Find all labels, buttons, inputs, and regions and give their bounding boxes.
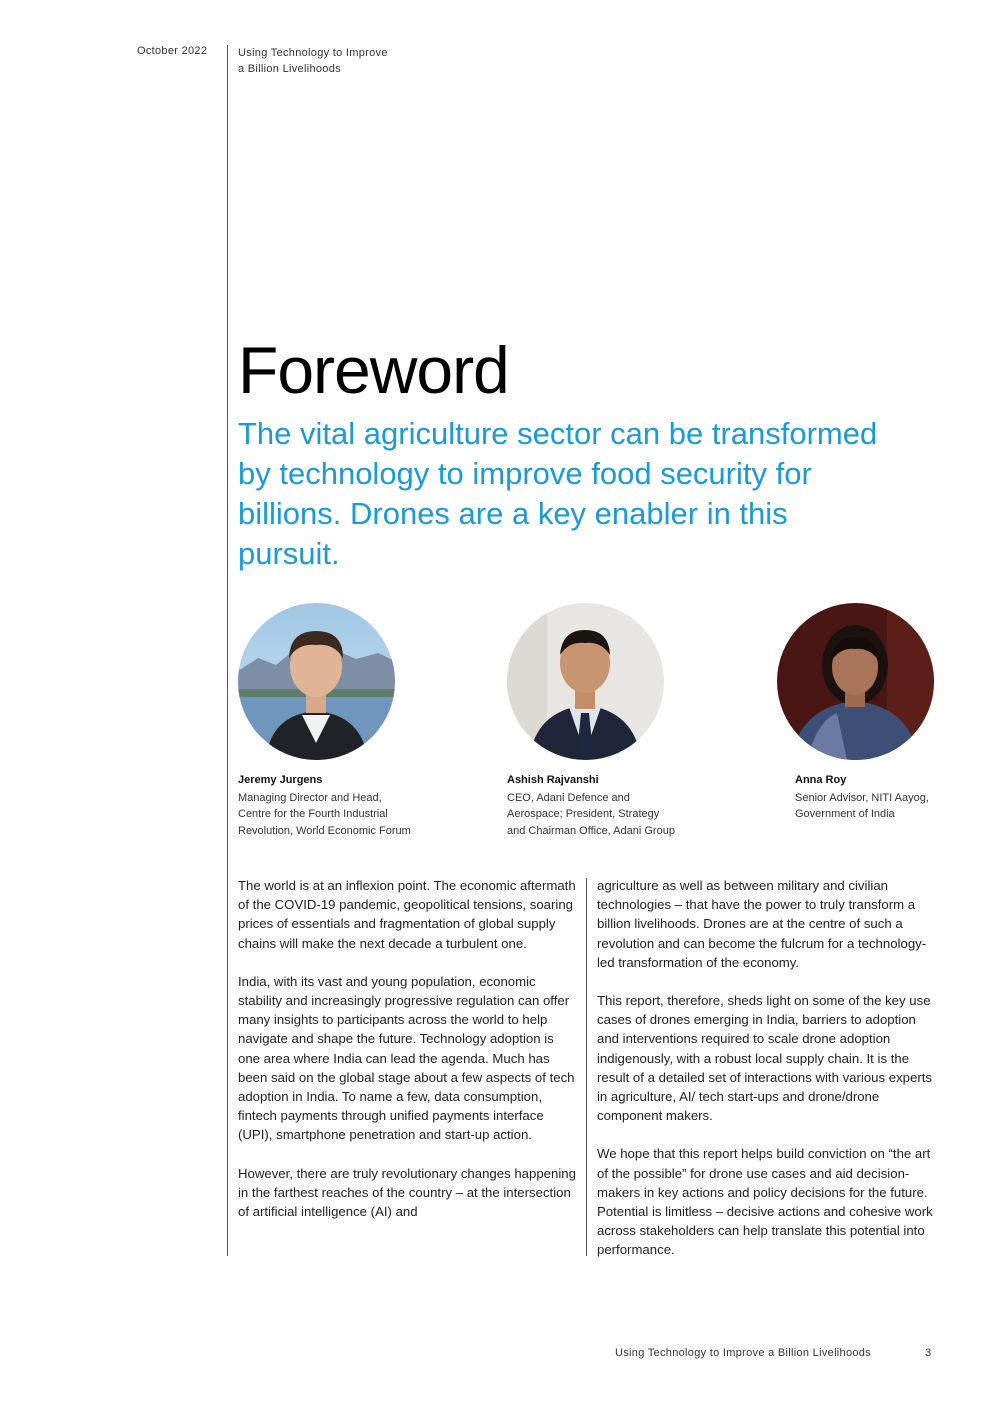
portrait-image-2: [507, 603, 664, 760]
body-paragraph: This report, therefore, sheds light on some of the key use cases of drones emerging in India, barriers to adoption and interventions required to scale drone adoption indigenously, with a robust local supply chain. It is the result of a detailed set of interactions with various experts in agriculture, AI/ tech start-ups and drone/drone component makers.: [597, 993, 932, 1124]
body-paragraph: agriculture as well as between military and civilian technologies – that have the power to truly transform a billion livelihoods. Drones are at the centre of such a revolution and can become the fulcrum for a technology-led transformation of the economy.: [597, 878, 927, 970]
page-title: Foreword: [238, 333, 509, 407]
body-paragraph: However, there are truly revolutionary changes happening in the farthest reaches of the country – at the intersection of artificial intelligence (AI) and: [238, 1165, 576, 1220]
header-report-title: [238, 45, 438, 77]
header-title-line2: a Billion Livelihoods: [238, 63, 341, 75]
footer-title: Using Technology to Improve a Billion Livelihoods: [615, 1347, 872, 1359]
page-number: 3: [925, 1347, 932, 1359]
portrait-image-1: [238, 603, 395, 760]
body-paragraph: India, with its vast and young population, economic stability and increasingly progressive regulation can offer many insights to participants across the world to help navigate and shape the future. Technology adoption is one area where India can lead the agenda. Much has been said on the global stage about a few aspects of tech adoption in India. To name a few, data consumption, fintech payments through unified payments interface (UPI), smartphone penetration and start-up action.: [238, 973, 575, 1143]
body-column-left: [238, 876, 578, 1240]
header-date: October 2022: [137, 45, 208, 57]
person-role-line: Managing Director and Head,: [238, 791, 382, 804]
body-paragraph: The world is at an inflexion point. The economic aftermath of the COVID-19 pandemic, geopolitical tensions, soaring prices of essentials and fragmentation of global supply chains will make the next decade a turbulent one.: [238, 878, 576, 951]
header-title-line1: Using Technology to Improve: [238, 47, 388, 59]
person-role-line: CEO, Adani Defence and: [507, 791, 630, 804]
person-role-line: Government of India: [795, 808, 895, 820]
column-divider: [586, 878, 587, 1256]
person-card-2: [507, 772, 675, 839]
body-paragraph: We hope that this report helps build conviction on “the art of the possible” for drone use cases and aid decision-makers in key actions and policy decisions for the future. Potential is limitless – decisive actions and cohesive work across stakeholders can help translate this potential into performance.: [597, 1146, 933, 1258]
person-role-line: Centre for the Fourth Industrial: [238, 808, 388, 820]
margin-rule-bottom: [227, 878, 228, 1256]
person-role-line: and Chairman Office, Adani Group: [507, 824, 675, 837]
person-role-line: Revolution, World Economic Forum: [238, 824, 411, 837]
portrait-photo-2: [507, 603, 664, 760]
person-name: Jeremy Jurgens: [238, 774, 323, 786]
portrait-photo-1: [238, 603, 395, 760]
portrait-photo-3: [777, 603, 934, 760]
lede-text: The vital agriculture sector can be transformed by technology to improve food security for billions. Drones are a key enabler in this pursuit.: [238, 416, 878, 571]
person-name: Ashish Rajvanshi: [507, 774, 599, 786]
person-role-line: Senior Advisor, NITI Aayog,: [795, 791, 929, 804]
person-role-line: Aerospace; President, Strategy: [507, 808, 660, 820]
body-column-right: [597, 876, 937, 1279]
portrait-image-3: [777, 603, 934, 760]
person-name: Anna Roy: [795, 774, 847, 786]
person-card-3: [795, 772, 929, 823]
person-card-1: [238, 772, 411, 839]
margin-rule-top: [227, 45, 228, 910]
